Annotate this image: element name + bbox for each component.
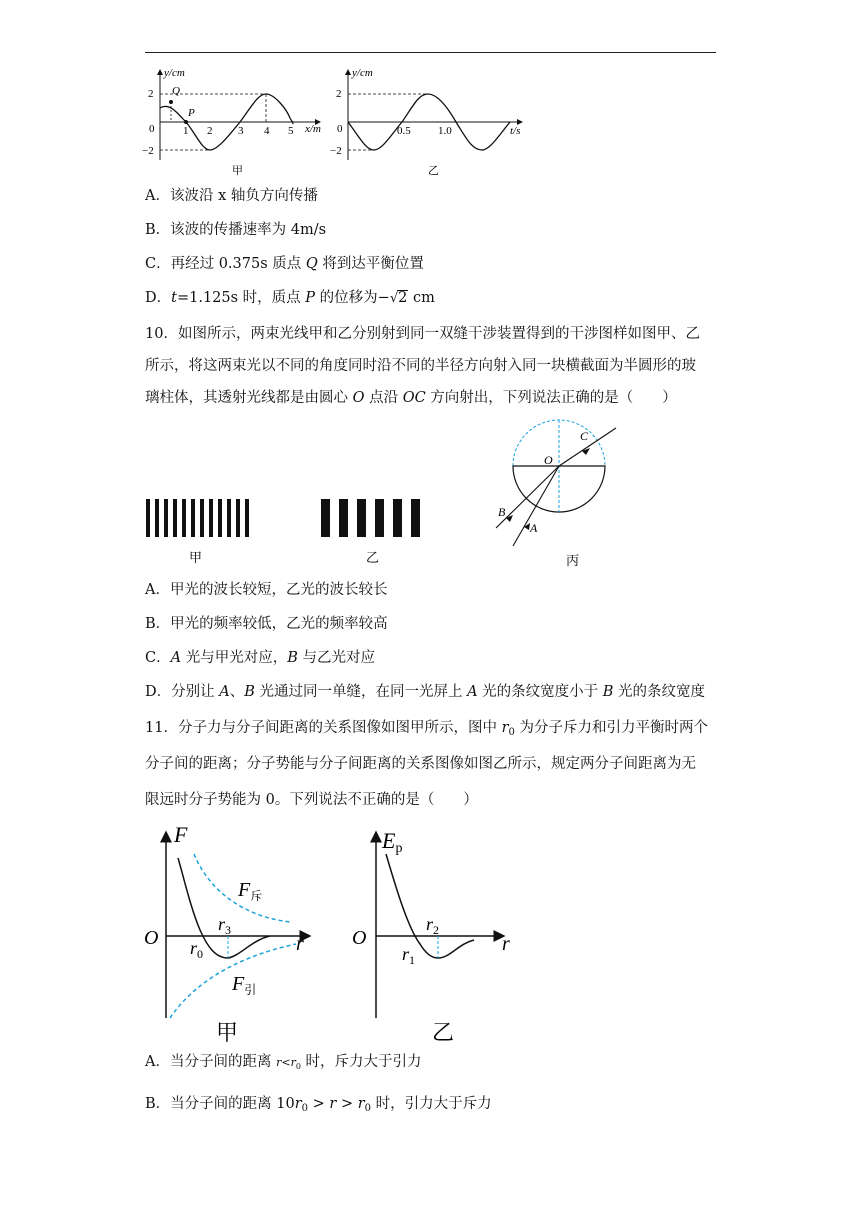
origin: 0 [337,123,343,135]
x-tick-0-5: 0.5 [397,125,411,137]
text: 光与甲光对应， [181,650,288,666]
var-r: r [276,1056,282,1069]
origin: O [144,927,159,949]
ylabel: F [174,822,188,847]
subscript: 0 [301,1103,309,1114]
tick-y-pos: 2 [148,88,154,100]
tick-y-neg: −2 [330,145,342,157]
text: 、 [229,684,245,700]
text: > [308,1096,330,1112]
r2-sub: 2 [433,923,440,937]
svg-text:F引 [231,973,256,997]
q10-option-b[interactable]: B．甲光的频率较低，乙光的频率较高 [145,616,388,632]
caption: 甲 [216,1020,239,1045]
text: 将到达平衡位置 [317,256,424,272]
x-tick-1-0: 1.0 [438,125,452,137]
text: 为分子斥力和引力平衡时两个 [514,720,708,736]
text: 光的条纹宽度小于 [477,684,603,700]
less-than: < [281,1056,291,1069]
q10-option-c[interactable] [145,648,375,668]
text: 时，斥力大于引力 [300,1054,422,1070]
var-r: r [329,1096,337,1112]
f-chi-sub: 斥 [250,889,263,903]
x-tick-3: 3 [238,125,244,137]
ylabel-sub: p [395,841,403,856]
point-p-label: P [188,107,195,119]
var-a: A [170,650,182,666]
var-r0: r [290,1056,296,1069]
xlabel: t/s [510,125,521,137]
text: B．当分子间的距离 10 [145,1096,295,1112]
var-a: A [219,684,230,700]
var-b: B [602,684,614,700]
semicircle-glass-diagram [486,410,626,570]
label-b: B [498,505,506,519]
label-o: O [544,453,553,467]
unit: cm [408,290,435,306]
var-oc: OC [402,390,426,406]
interference-pattern-jia [145,496,255,568]
var-a: A [467,684,478,700]
svg-text:r0 [190,938,203,961]
text: 11．分子力与分子间距离的关系图像如图甲所示，图中 [145,720,502,736]
x-tick-1: 1 [183,125,189,137]
text: > [336,1096,358,1112]
q10-stem-line3 [145,388,677,408]
r3: r [218,914,226,934]
text: =1.125s 时，质点 [176,290,306,306]
text: 的位移为− [315,290,390,306]
var-r0: r [294,1096,302,1112]
x-tick-4: 4 [264,125,270,137]
svg-text:r1 [402,944,415,967]
xlabel: x/m [305,123,321,135]
r0-sub: 0 [197,947,204,961]
text: D．分别让 [145,684,220,700]
caption: 乙 [432,1020,455,1045]
caption: 丙 [566,553,580,568]
text: 璃柱体，其透射光线都是由圆心 [145,390,353,406]
tick-y-neg: −2 [142,145,154,157]
var-r0: r [357,1096,365,1112]
q11-stem-line3: 限远时分子势能为 0。下列说法不正确的是（ ） [145,792,478,808]
subscript: 0 [364,1103,372,1114]
molecular-force-graph-jia [140,818,330,1048]
text: 点沿 [364,390,403,406]
xlabel: r [296,933,304,955]
q9-option-c[interactable] [145,254,424,274]
origin: O [352,927,367,949]
r3-sub: 3 [225,923,232,937]
text: D． [145,290,172,306]
ylabel: y/cm [164,67,185,79]
caption: 乙 [428,165,439,177]
text: 光的条纹宽度 [613,684,706,700]
r0: r [190,938,198,958]
r2: r [426,914,434,934]
var-b: B [244,684,255,700]
f-yin-sub: 引 [244,983,257,997]
x-tick-5: 5 [288,125,294,137]
var-p: P [305,290,316,306]
var-t: t [171,290,177,306]
sqrt-value: 2 [398,290,408,306]
q9-option-b[interactable]: B．该波的传播速率为 4m/s [145,222,327,238]
q11-stem-line2: 分子间的距离；分子势能与分子间距离的关系图像如图乙所示，规定两分子间距离为无 [145,756,696,772]
var-b: B [287,650,298,666]
f-chi: F [238,879,251,901]
subscript: 0 [508,727,515,738]
caption: 乙 [366,550,380,565]
q9-option-d[interactable]: D．t=1.125s 时，质点 P 的位移为−√2 cm [145,290,435,306]
text: 方向射出，下列说法正确的是（ ） [425,390,677,406]
text: 时，引力大于斥力 [371,1096,492,1112]
svg-text:Ep [381,828,402,856]
svg-text:r2 [426,914,439,937]
ylabel: E [382,828,396,853]
q11-stem-line1 [145,718,708,743]
var-q: Q [305,256,318,272]
xlabel: r [502,933,510,955]
text: C． [145,650,171,666]
tick-y-pos: 2 [336,88,342,100]
wave-graph-jia [140,62,340,180]
q10-option-d[interactable] [145,682,705,702]
q10-stem-line1: 10．如图所示，两束光线甲和乙分别射到同一双缝干涉装置得到的干涉图样如图甲、乙 [145,326,700,342]
ylabel: y/cm [352,67,373,79]
q10-stem-line2: 所示，将这两束光以不同的角度同时沿不同的半径方向射入同一块横截面为半圆形的玻 [145,358,696,374]
text: 光通过同一单缝，在同一光屏上 [254,684,468,700]
label-c: C [580,429,589,443]
r1: r [402,944,410,964]
text: 与乙光对应 [297,650,375,666]
f-yin: F [232,973,245,995]
label-a: A [530,521,538,535]
vibration-graph-yi [330,62,540,180]
header-rule [145,52,716,53]
q10-option-a[interactable]: A．甲光的波长较短，乙光的波长较长 [145,582,388,598]
potential-energy-graph-yi [346,818,526,1048]
svg-text:F斥 [237,879,262,903]
q11-option-b[interactable] [145,1094,492,1119]
text: C．再经过 0.375s 质点 [145,256,306,272]
q11-option-a[interactable] [145,1052,422,1077]
q9-option-a[interactable]: A．该波沿 x 轴负方向传播 [145,188,318,204]
var-r: r [501,720,509,736]
svg-text:r3 [218,914,231,937]
origin: 0 [149,123,155,135]
var-o: O [352,390,365,406]
x-tick-2: 2 [207,125,213,137]
point-q-label: Q [172,85,180,97]
interference-pattern-yi [320,496,430,568]
caption: 甲 [189,550,203,565]
text: A．当分子间的距离 [145,1054,277,1070]
subscript: 0 [295,1062,301,1071]
r1-sub: 1 [409,953,416,967]
caption: 甲 [232,165,243,177]
